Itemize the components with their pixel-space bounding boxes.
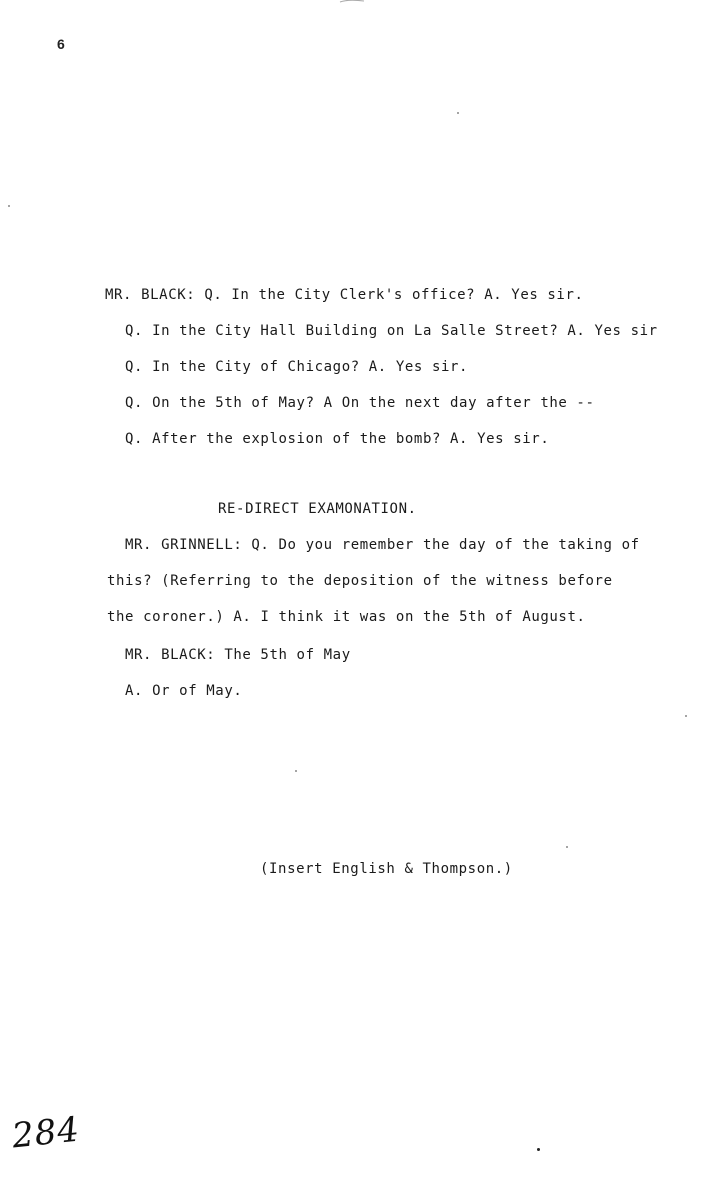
ink-speck (295, 770, 297, 772)
transcript-line-4: Q. On the 5th of May? A On the next day after the -- (125, 395, 595, 411)
insert-note: (Insert English & Thompson.) (260, 861, 513, 877)
ink-speck (566, 846, 568, 848)
transcript-line-5: Q. After the explosion of the bomb? A. Yes sir. (125, 431, 550, 447)
ink-speck (685, 715, 687, 717)
ink-speck (8, 205, 10, 207)
ink-speck (537, 1148, 540, 1151)
transcript-line-8: the coroner.) A. I think it was on the 5th of August. (107, 609, 586, 625)
transcript-line-9: MR. BLACK: The 5th of May (125, 647, 351, 663)
page-number: 6 (57, 36, 65, 52)
ink-speck (457, 112, 459, 114)
transcript-line-7: this? (Referring to the deposition of the witness before (107, 573, 613, 589)
transcript-line-2: Q. In the City Hall Building on La Salle Street? A. Yes sir (125, 323, 658, 339)
top-margin-mark (338, 0, 366, 4)
transcript-line-6: MR. GRINNELL: Q. Do you remember the day of the taking of (125, 537, 640, 553)
transcript-line-3: Q. In the City of Chicago? A. Yes sir. (125, 359, 469, 375)
transcript-line-1: MR. BLACK: Q. In the City Clerk's office? A. Yes sir. (105, 287, 584, 303)
handwritten-page-number: 284 (10, 1109, 82, 1157)
section-heading: RE-DIRECT EXAMONATION. (218, 501, 417, 517)
transcript-line-10: A. Or of May. (125, 683, 243, 699)
